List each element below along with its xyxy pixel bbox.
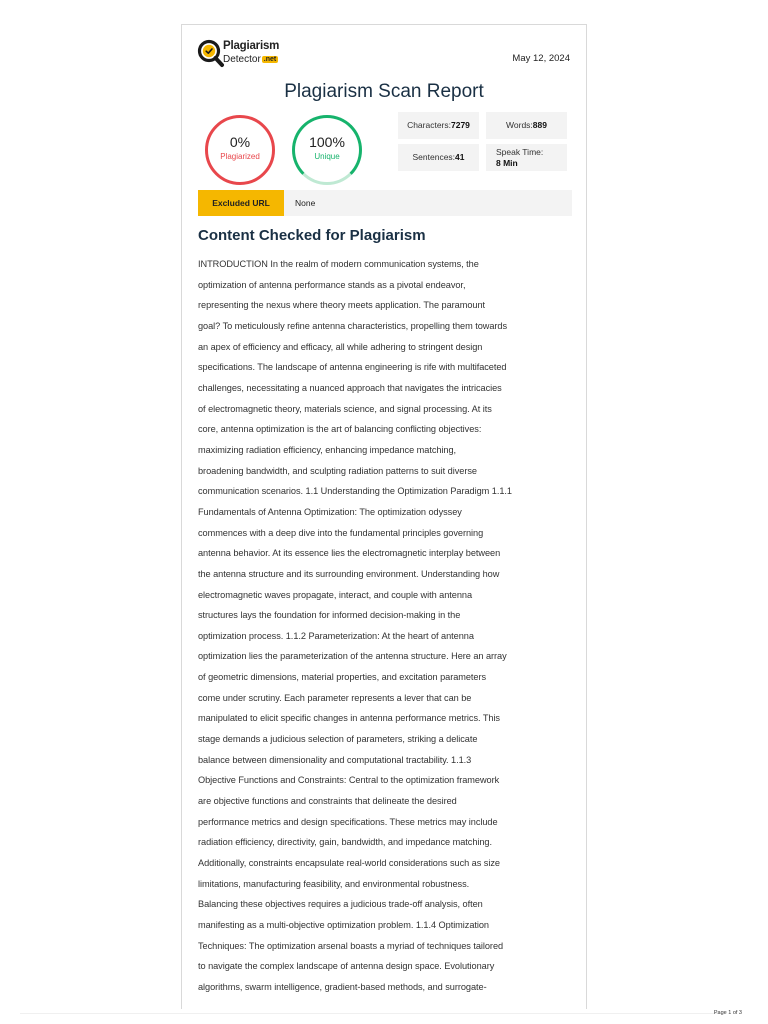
brand-logo bbox=[197, 39, 297, 71]
speak-time-label: Speak Time: bbox=[496, 147, 544, 157]
unique-score-ring bbox=[292, 115, 362, 185]
plagiarized-percent: 0% bbox=[229, 134, 251, 150]
content-line: maximizing radiation efficiency, enhancing impedance matching, bbox=[198, 444, 457, 455]
speak-time-value: 8 Min bbox=[496, 158, 518, 168]
brand-name-line1: Plagiarism bbox=[223, 40, 280, 52]
content-line: stage demands a judicious selection of parameters, striking a delicate bbox=[198, 734, 478, 745]
content-line: an apex of efficiency and efficacy, all while adhering to stringent design bbox=[198, 341, 483, 352]
content-line: INTRODUCTION In the realm of modern communication systems, the bbox=[198, 259, 479, 269]
report-title: Plagiarism Scan Report bbox=[284, 81, 484, 102]
plagiarized-label: Plagiarized bbox=[220, 152, 260, 161]
content-line: electromagnetic waves propagate, interact, and couple with antenna bbox=[198, 589, 473, 600]
content-line: of electromagnetic theory, materials science, and signal processing. At its bbox=[198, 403, 492, 414]
sentences-value: 41 bbox=[455, 152, 465, 162]
content-line: representing the nexus where theory meets application. The paramount bbox=[198, 300, 486, 311]
content-line: antenna behavior. At its essence lies the electromagnetic interplay between bbox=[198, 548, 501, 559]
excluded-url-label: Excluded URL bbox=[198, 190, 284, 216]
brand-name-line2 bbox=[223, 54, 278, 65]
content-line: core, antenna optimization is the art of balancing conflicting objectives: bbox=[198, 424, 482, 435]
report-date: May 12, 2024 bbox=[512, 53, 570, 64]
speak-time-stat bbox=[486, 144, 567, 171]
content-line: structures lays the foundation for informed decision-making in the bbox=[198, 610, 461, 621]
content-line: algorithms, swarm intelligence, gradient-based methods, and surrogate- bbox=[198, 981, 487, 992]
page-divider bbox=[20, 1013, 720, 1014]
excluded-url-row bbox=[198, 190, 572, 216]
content-line: optimization process. 1.1.2 Parameterization: At the heart of antenna bbox=[198, 630, 474, 641]
sentences-label: Sentences: bbox=[412, 152, 456, 162]
sentences-stat bbox=[398, 144, 479, 171]
content-line: manipulated to elicit specific changes in antenna performance metrics. This bbox=[198, 713, 500, 724]
content-line: broadening bandwidth, and sculpting radiation patterns to suit diverse bbox=[198, 465, 477, 476]
content-line: Techniques: The optimization arsenal boasts a myriad of techniques tailored bbox=[198, 940, 504, 951]
content-line: performance metrics and design specifications. These metrics may include bbox=[198, 816, 498, 827]
characters-stat bbox=[398, 112, 479, 139]
content-line: specifications. The landscape of antenna engineering is rife with multifaceted bbox=[198, 362, 507, 373]
content-line: commences with a deep dive into the fundamental principles governing bbox=[198, 527, 484, 538]
content-line: to navigate the complex landscape of antenna design space. Evolutionary bbox=[198, 961, 495, 972]
words-label: Words: bbox=[506, 120, 533, 130]
content-line: goal? To meticulously refine antenna characteristics, propelling them towards bbox=[198, 320, 508, 331]
words-stat bbox=[486, 112, 567, 139]
content-line: come under scrutiny. Each parameter represents a lever that can be bbox=[198, 692, 472, 703]
excluded-url-value: None bbox=[295, 198, 316, 208]
content-line: the antenna structure and its surrounding environment. Understanding how bbox=[198, 568, 500, 579]
unique-percent: 100% bbox=[309, 134, 345, 150]
content-line: communication scenarios. 1.1 Understanding the Optimization Paradigm 1.1.1 bbox=[198, 486, 512, 497]
unique-label: Unique bbox=[314, 152, 340, 161]
report-page bbox=[181, 24, 587, 1009]
words-value: 889 bbox=[532, 120, 547, 130]
page-number: Page 1 of 3 bbox=[713, 1010, 742, 1016]
content-line: of geometric dimensions, material properties, and excitation parameters bbox=[198, 672, 487, 683]
content-line: challenges, necessitating a nuanced approach that navigates the intricacies bbox=[198, 382, 502, 393]
characters-value: 7279 bbox=[451, 120, 470, 130]
content-line: Balancing these objectives requires a judicious trade-off analysis, often bbox=[198, 899, 483, 910]
content-line: optimization lies the parameterization of the antenna structure. Here an array bbox=[198, 651, 507, 662]
content-line: Additionally, constraints encapsulate real-world considerations such as size bbox=[198, 858, 500, 869]
content-line: Fundamentals of Antenna Optimization: The optimization odyssey bbox=[198, 506, 462, 517]
content-line: radiation efficiency, directivity, gain, bandwidth, and impedance matching. bbox=[198, 837, 492, 848]
content-line: Objective Functions and Constraints: Central to the optimization framework bbox=[198, 775, 500, 786]
content-line: balance between dimensionality and computational tractability. 1.1.3 bbox=[198, 754, 472, 765]
content-section-title: Content Checked for Plagiarism bbox=[198, 227, 426, 244]
content-line: manifesting as a multi-objective optimization problem. 1.1.4 Optimization bbox=[198, 920, 489, 930]
content-line: optimization of antenna performance stands as a pivotal endeavor, bbox=[198, 279, 466, 290]
characters-label: Characters: bbox=[407, 120, 451, 130]
plagiarized-score-ring bbox=[205, 115, 275, 185]
content-line: limitations, manufacturing feasibility, and environmental robustness. bbox=[198, 878, 470, 889]
brand-suffix-badge: .net bbox=[263, 56, 277, 63]
brand-name-detector: Detector bbox=[223, 54, 261, 65]
content-line: are objective functions and constraints that delineate the desired bbox=[198, 796, 457, 807]
checked-content-text bbox=[198, 254, 568, 998]
